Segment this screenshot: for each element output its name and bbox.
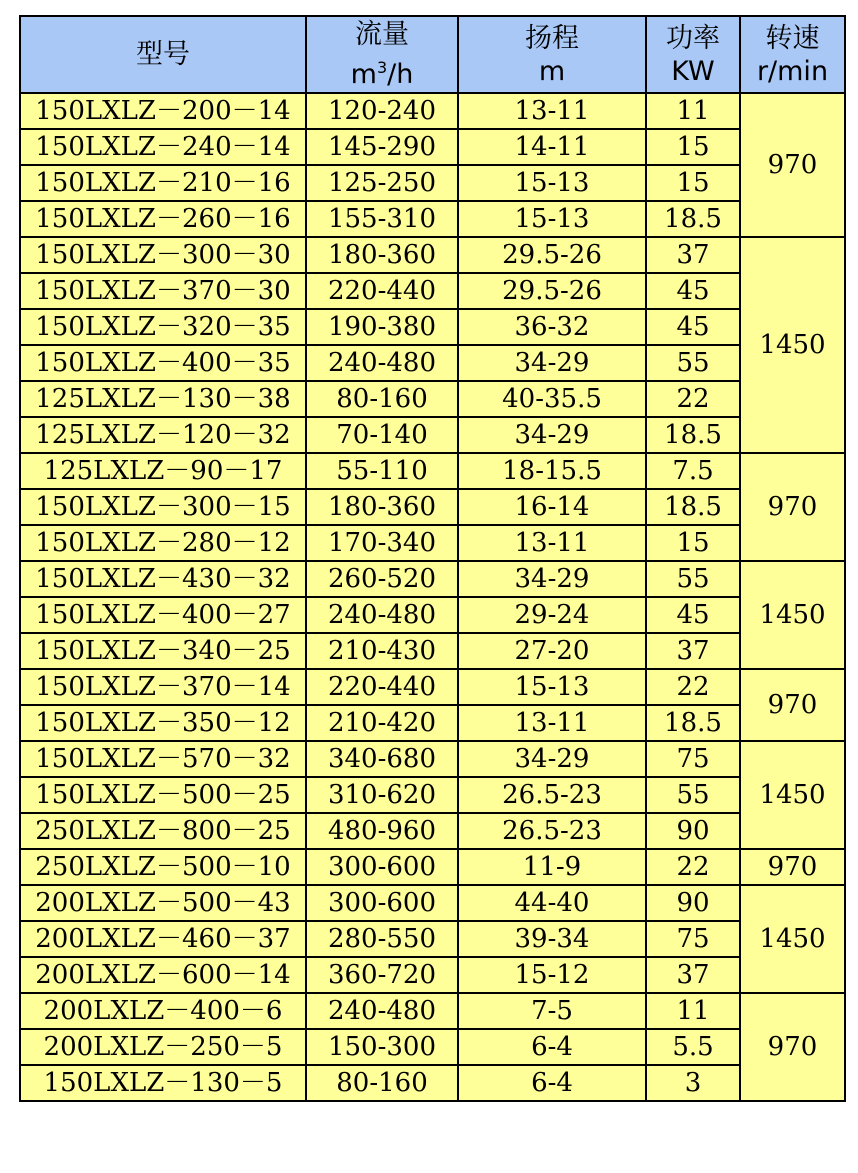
flow-cell: 310-620 [306,777,458,813]
model-cell: 250LXLZ－500－10 [20,849,306,885]
flow-cell: 120-240 [306,93,458,129]
model-cell: 150LXLZ－400－35 [20,345,306,381]
power-cell: 37 [646,237,740,273]
model-cell: 150LXLZ－260－16 [20,201,306,237]
table-row [20,489,845,525]
header-power-label: 功率 [666,22,720,54]
head-cell: 11-9 [458,849,646,885]
power-cell: 55 [646,777,740,813]
flow-cell: 240-480 [306,345,458,381]
table-row [20,453,845,489]
table-row [20,633,845,669]
head-cell: 27-20 [458,633,646,669]
flow-cell: 300-600 [306,849,458,885]
head-cell: 16-14 [458,489,646,525]
power-cell: 75 [646,921,740,957]
flow-cell: 150-300 [306,1029,458,1065]
header-head-label: 扬程 [525,22,579,54]
head-cell: 40-35.5 [458,381,646,417]
head-cell: 18-15.5 [458,453,646,489]
pump-spec-table [19,15,846,1102]
speed-cell: 970 [740,93,845,237]
header-speed [740,16,845,93]
flow-cell: 240-480 [306,597,458,633]
power-cell: 22 [646,381,740,417]
head-cell: 34-29 [458,741,646,777]
power-cell: 37 [646,633,740,669]
head-cell: 29.5-26 [458,273,646,309]
model-cell: 200LXLZ－460－37 [20,921,306,957]
table-row [20,381,845,417]
model-cell: 150LXLZ－570－32 [20,741,306,777]
table-row [20,849,845,885]
flow-cell: 340-680 [306,741,458,777]
table-row [20,813,845,849]
head-cell: 26.5-23 [458,813,646,849]
table-row [20,669,845,705]
table-row [20,1065,845,1101]
power-cell: 5.5 [646,1029,740,1065]
model-cell: 125LXLZ－130－38 [20,381,306,417]
model-cell: 150LXLZ－200－14 [20,93,306,129]
power-cell: 45 [646,597,740,633]
table-row [20,525,845,561]
model-cell: 150LXLZ－320－35 [20,309,306,345]
model-cell: 200LXLZ－500－43 [20,885,306,921]
model-cell: 150LXLZ－280－12 [20,525,306,561]
flow-cell: 125-250 [306,165,458,201]
head-cell: 13-11 [458,525,646,561]
head-cell: 13-11 [458,93,646,129]
flow-cell: 170-340 [306,525,458,561]
flow-cell: 145-290 [306,129,458,165]
table-row [20,561,845,597]
power-cell: 15 [646,165,740,201]
head-cell: 13-11 [458,705,646,741]
header-head-unit: m [538,55,566,87]
model-cell: 150LXLZ－130－5 [20,1065,306,1101]
speed-cell: 1450 [740,885,845,993]
flow-cell: 360-720 [306,957,458,993]
table-row [20,993,845,1029]
header-flow-label: 流量 [355,19,409,50]
power-cell: 18.5 [646,705,740,741]
power-cell: 7.5 [646,453,740,489]
flow-cell: 80-160 [306,1065,458,1101]
table-row [20,201,845,237]
speed-cell: 970 [740,453,845,561]
table-row [20,921,845,957]
flow-cell: 155-310 [306,201,458,237]
table-row [20,1029,845,1065]
power-cell: 45 [646,273,740,309]
head-cell: 34-29 [458,345,646,381]
head-cell: 6-4 [458,1065,646,1101]
head-cell: 34-29 [458,561,646,597]
model-cell: 150LXLZ－370－14 [20,669,306,705]
model-cell: 150LXLZ－370－30 [20,273,306,309]
table-row [20,309,845,345]
flow-cell: 180-360 [306,489,458,525]
flow-cell: 210-420 [306,705,458,741]
header-speed-unit: r/min [756,55,829,87]
power-cell: 45 [646,309,740,345]
table-row [20,741,845,777]
flow-cell: 280-550 [306,921,458,957]
head-cell: 15-13 [458,201,646,237]
speed-cell: 1450 [740,741,845,849]
speed-cell: 1450 [740,237,845,453]
model-cell: 200LXLZ－600－14 [20,957,306,993]
table-row [20,885,845,921]
speed-cell: 970 [740,669,845,741]
header-head [458,16,646,93]
power-cell: 75 [646,741,740,777]
power-cell: 11 [646,93,740,129]
flow-cell: 220-440 [306,669,458,705]
table-row [20,129,845,165]
power-cell: 15 [646,525,740,561]
table-row [20,957,845,993]
model-cell: 150LXLZ－210－16 [20,165,306,201]
table-row [20,93,845,129]
speed-cell: 970 [740,993,845,1101]
header-model: 型号 [20,16,306,93]
flow-cell: 55-110 [306,453,458,489]
power-cell: 3 [646,1065,740,1101]
table-row [20,597,845,633]
head-cell: 29.5-26 [458,237,646,273]
power-cell: 18.5 [646,489,740,525]
power-cell: 55 [646,345,740,381]
header-flow-unit: $m^3/h$ [350,58,414,90]
head-cell: 7-5 [458,993,646,1029]
flow-cell: 70-140 [306,417,458,453]
table-row [20,777,845,813]
header-power [646,16,740,93]
model-cell: 125LXLZ－90－17 [20,453,306,489]
table-row [20,705,845,741]
table-row [20,237,845,273]
model-cell: 125LXLZ－120－32 [20,417,306,453]
flow-cell: 260-520 [306,561,458,597]
head-cell: 39-34 [458,921,646,957]
model-cell: 150LXLZ－300－30 [20,237,306,273]
flow-cell: 300-600 [306,885,458,921]
head-cell: 15-12 [458,957,646,993]
power-cell: 18.5 [646,201,740,237]
model-cell: 150LXLZ－350－12 [20,705,306,741]
flow-cell: 80-160 [306,381,458,417]
speed-cell: 1450 [740,561,845,669]
head-cell: 15-13 [458,669,646,705]
table-row [20,417,845,453]
head-cell: 29-24 [458,597,646,633]
power-cell: 90 [646,885,740,921]
head-cell: 44-40 [458,885,646,921]
table-row [20,273,845,309]
head-cell: 6-4 [458,1029,646,1065]
power-cell: 11 [646,993,740,1029]
head-cell: 36-32 [458,309,646,345]
power-cell: 55 [646,561,740,597]
model-cell: 200LXLZ－400－6 [20,993,306,1029]
flow-cell: 220-440 [306,273,458,309]
model-cell: 150LXLZ－300－15 [20,489,306,525]
power-cell: 18.5 [646,417,740,453]
flow-cell: 210-430 [306,633,458,669]
header-speed-label: 转速 [765,22,820,54]
power-cell: 37 [646,957,740,993]
flow-cell: 240-480 [306,993,458,1029]
power-cell: 15 [646,129,740,165]
table-body [20,93,845,1101]
speed-cell: 970 [740,849,845,885]
table-row [20,345,845,381]
model-cell: 150LXLZ－340－25 [20,633,306,669]
power-cell: 22 [646,669,740,705]
head-cell: 26.5-23 [458,777,646,813]
power-cell: 90 [646,813,740,849]
model-cell: 200LXLZ－250－5 [20,1029,306,1065]
table-row [20,165,845,201]
model-cell: 150LXLZ－430－32 [20,561,306,597]
model-cell: 150LXLZ－500－25 [20,777,306,813]
head-cell: 14-11 [458,129,646,165]
power-cell: 22 [646,849,740,885]
flow-cell: 480-960 [306,813,458,849]
model-cell: 150LXLZ－240－14 [20,129,306,165]
header-flow [306,16,458,93]
model-cell: 250LXLZ－800－25 [20,813,306,849]
flow-cell: 190-380 [306,309,458,345]
model-cell: 150LXLZ－400－27 [20,597,306,633]
header-power-unit: KW [671,55,715,87]
head-cell: 15-13 [458,165,646,201]
head-cell: 34-29 [458,417,646,453]
header-row [20,16,845,93]
flow-cell: 180-360 [306,237,458,273]
